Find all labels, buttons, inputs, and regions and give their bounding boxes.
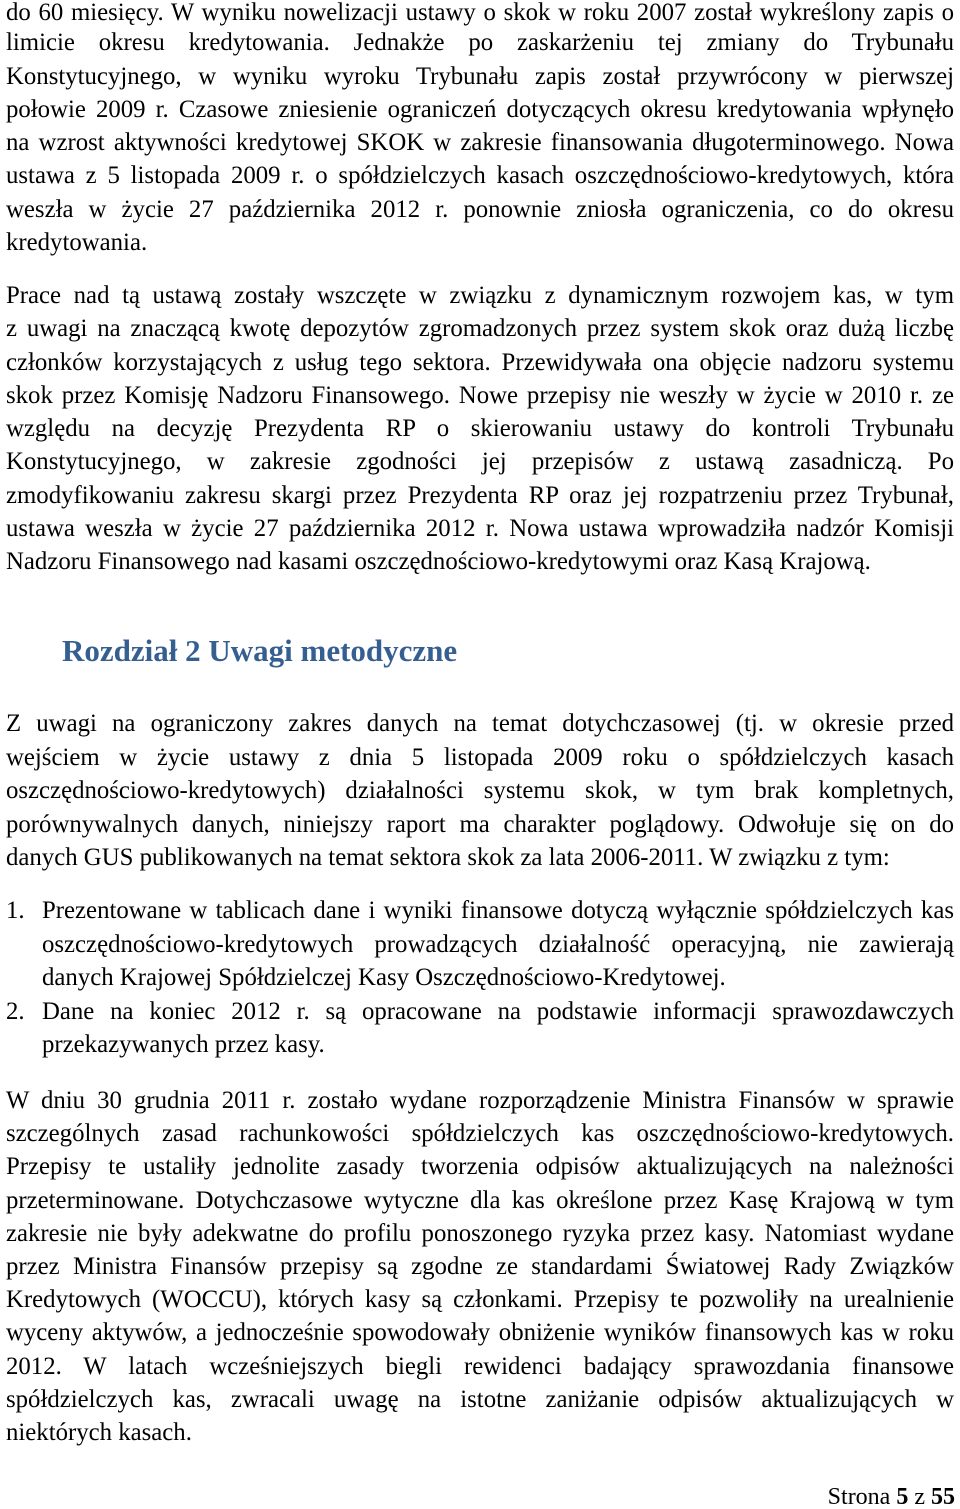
chapter-heading: Rozdział 2 Uwagi metodyczne — [62, 633, 458, 668]
current-page-number: 5 — [896, 1484, 909, 1509]
text-line: ustawa weszła w życie 27 października 2012 r. Nowa ustawa wprowadziła nadzór Komisji — [6, 514, 954, 542]
text-line: Prezentowane w tablicach dane i wyniki finansowe dotyczą wyłącznie spółdzielczych kas — [42, 897, 954, 924]
text-line: limicie okresu kredytowania. Jednakże po zaskarżeniu tej zmiany do Trybunału — [6, 29, 954, 57]
text-line: Kredytowych (WOCCU), których kasy są członkami. Przepisy te pozwoliły na urealnienie — [6, 1286, 954, 1314]
text-line: połowie 2009 r. Czasowe zniesienie ograniczeń dotyczących okresu kredytowania wpłynęło — [6, 95, 954, 123]
text-line: zmodyfikowaniu zakresu skargi przez Prezydenta RP oraz jej rozpatrzeniu przez Trybunał, — [6, 481, 954, 509]
text-line: oszczędnościowo-kredytowych prowadzących działalność operacyjną, nie zawierają — [42, 930, 954, 958]
text-line: niektórych kasach. — [6, 1419, 192, 1447]
paragraph-law-history — [6, 279, 954, 578]
list-number: 2. — [6, 997, 25, 1025]
text-line: wejściem w życie ustawy z dnia 5 listopada 2009 roku o spółdzielczych kasach — [6, 743, 954, 771]
text-line: zakresie nie były adekwatne do profilu ponoszonego ryzyka przez kasy. Natomiast wydane — [6, 1219, 954, 1247]
text-line: przez Ministra Finansów przepisy są zgodne ze standardami Światowej Rady Związków — [6, 1253, 954, 1281]
text-line: Przepisy te ustaliły jednolite zasady tworzenia odpisów aktualizujących na należności — [6, 1153, 954, 1181]
list-number: 1. — [6, 897, 25, 924]
text-line: kredytowania. — [6, 229, 148, 257]
text-line: członków korzystających z usług tego sektora. Przewidywała ona objęcie nadzoru systemu — [6, 348, 954, 376]
text-line: szczególnych zasad rachunkowości spółdzielczych kas oszczędnościowo-kredytowych. — [6, 1120, 954, 1148]
text-line: oszczędnościowo-kredytowych) działalności systemu skok, w tym brak kompletnych, — [6, 777, 954, 804]
of-label: z — [914, 1484, 925, 1509]
text-line: względu na decyzję Prezydenta RP o skierowaniu ustawy do kontroli Trybunału — [6, 415, 954, 442]
text-line: danych Krajowej Spółdzielczej Kasy Oszczędnościowo-Kredytowej. — [42, 964, 726, 992]
text-line: na wzrost aktywności kredytowej SKOK w zakresie finansowania długoterminowego. Nowa — [6, 129, 954, 157]
total-pages-number: 55 — [931, 1484, 955, 1509]
text-line: przekazywanych przez kasy. — [42, 1031, 325, 1059]
text-line: weszła w życie 27 października 2012 r. ponownie zniosła ograniczenia, co do okresu — [6, 195, 954, 223]
text-line: ustawa z 5 listopada 2009 r. o spółdzielczych kasach oszczędnościowo-kredytowych, która — [6, 162, 954, 190]
numbered-list — [6, 894, 954, 1062]
text-line: Konstytucyjnego, w wyniku wyroku Trybunału zapis został przywrócony w pierwszej — [6, 62, 954, 90]
list-item — [6, 995, 954, 1062]
text-line: spółdzielczych kas, zwracali uwagę na istotne zaniżanie odpisów aktualizujących w — [6, 1385, 954, 1413]
text-line: skok przez Komisję Nadzoru Finansowego. Nowe przepisy nie weszły w życie w 2010 r. ze — [6, 381, 954, 409]
text-line: Konstytucyjnego, w zakresie zgodności jej przepisów z ustawą zasadniczą. Po — [6, 448, 954, 476]
text-line: Nadzoru Finansowego nad kasami oszczędnościowo-kredytowymi oraz Kasą Krajową. — [6, 548, 871, 575]
text-line: W dniu 30 grudnia 2011 r. zostało wydane rozporządzenie Ministra Finansów w sprawie — [6, 1087, 954, 1114]
text-line: 2012. W latach wcześniejszych biegli rewidenci badający sprawozdania finansowe — [6, 1352, 954, 1380]
text-line: Z uwagi na ograniczony zakres danych na temat dotychczasowej (tj. w okresie przed — [6, 710, 954, 737]
text-line: porównywalnych danych, niniejszy raport ma charakter poglądowy. Odwołuje się on do — [6, 810, 954, 838]
paragraph-credit-period — [6, 0, 954, 259]
text-line: do 60 miesięcy. W wyniku nowelizacji ustawy o skok w roku 2007 został wykreślony zapis o — [6, 0, 954, 26]
list-item — [6, 894, 954, 995]
text-line: wyceny aktywów, a jednocześnie spowodowały obniżenie wyników finansowych kas w roku — [6, 1319, 954, 1347]
text-line: danych GUS publikowanych na temat sektora skok za lata 2006-2011. W związku z tym: — [6, 844, 890, 871]
paragraph-accounting-rules — [6, 1084, 954, 1449]
paragraph-methodology — [6, 707, 954, 875]
text-line: Dane na koniec 2012 r. są opracowane na podstawie informacji sprawozdawczych — [42, 997, 954, 1025]
text-line: przeterminowane. Dotychczasowe wytyczne dla kas określone przez Kasę Krajową w tym — [6, 1186, 954, 1214]
page-label: Strona — [827, 1484, 891, 1509]
page-number-footer — [828, 1486, 955, 1508]
text-line: z uwagi na znaczącą kwotę depozytów zgromadzonych przez system skok oraz dużą liczbę — [6, 315, 954, 343]
text-line: Prace nad tą ustawą zostały wszczęte w związku z dynamicznym rozwojem kas, w tym — [6, 282, 954, 309]
